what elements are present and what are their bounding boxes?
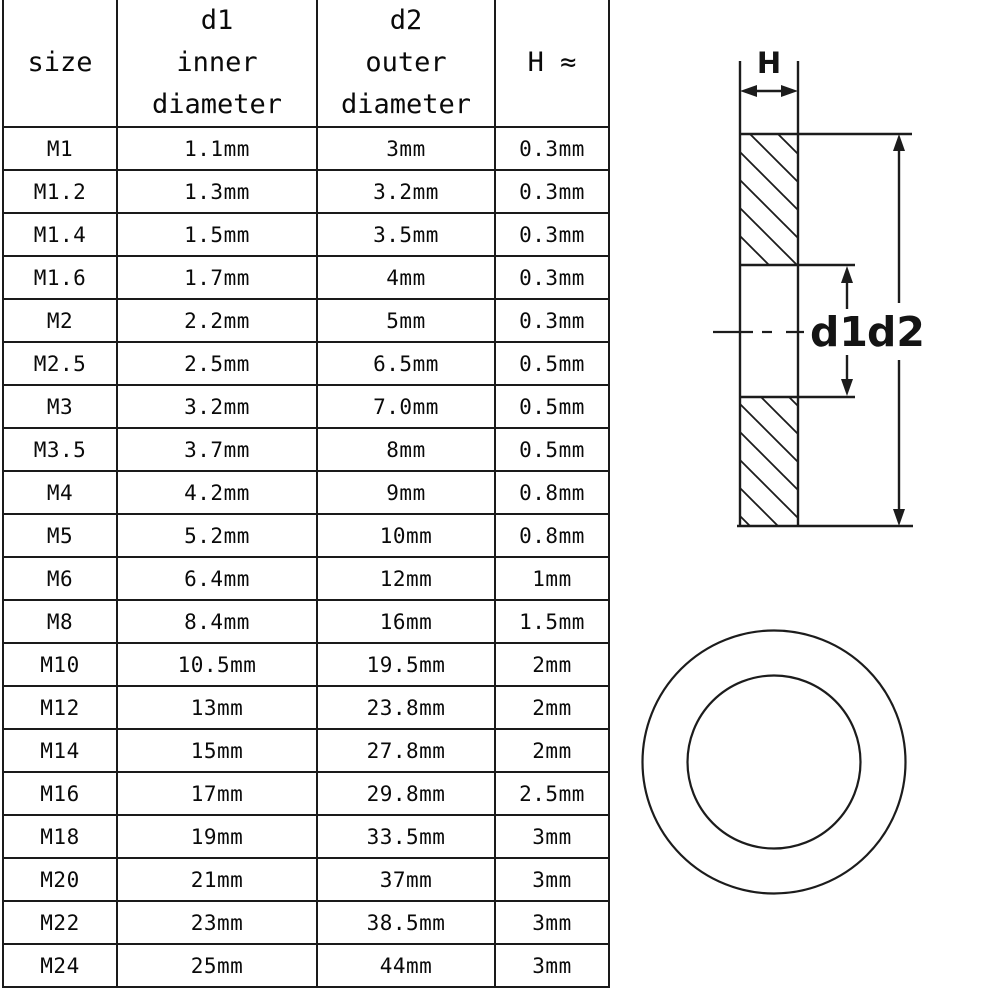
inner-circle [688, 676, 861, 849]
h-cell: 0.3mm [495, 127, 609, 170]
d2-cell: 3.5mm [317, 213, 495, 256]
d1-cell: 1.1mm [117, 127, 317, 170]
h-cell: 0.3mm [495, 299, 609, 342]
d2-cell: 3mm [317, 127, 495, 170]
outer-circle [643, 631, 906, 894]
size-cell: M1.6 [3, 256, 117, 299]
d1-cell: 15mm [117, 729, 317, 772]
h-cell: 2.5mm [495, 772, 609, 815]
h-dimension-arrow [740, 85, 798, 97]
size-cell: M16 [3, 772, 117, 815]
header-d1-line3: diameter [151, 89, 283, 120]
header-d2-line2: outer [365, 47, 447, 78]
h-cell: 0.3mm [495, 170, 609, 213]
h-cell: 3mm [495, 815, 609, 858]
h-cell: 0.8mm [495, 471, 609, 514]
d1-cell: 2.2mm [117, 299, 317, 342]
d2-cell: 44mm [317, 944, 495, 987]
d2-cell: 37mm [317, 858, 495, 901]
h-cell: 0.8mm [495, 514, 609, 557]
size-cell: M18 [3, 815, 117, 858]
size-cell: M5 [3, 514, 117, 557]
size-cell: M10 [3, 643, 117, 686]
d1-cell: 4.2mm [117, 471, 317, 514]
d2-cell: 38.5mm [317, 901, 495, 944]
d1-cell: 3.7mm [117, 428, 317, 471]
header-d1-line1: d1 [200, 5, 234, 36]
d1-cell: 5.2mm [117, 514, 317, 557]
size-cell: M8 [3, 600, 117, 643]
h-cell: 0.5mm [495, 342, 609, 385]
size-cell: M1.2 [3, 170, 117, 213]
size-cell: M24 [3, 944, 117, 987]
h-cell: 2mm [495, 686, 609, 729]
washer-side-view [713, 46, 925, 526]
size-cell: M14 [3, 729, 117, 772]
h-cell: 2mm [495, 729, 609, 772]
h-cell: 2mm [495, 643, 609, 686]
header-h-approx: H ≈ [495, 0, 609, 127]
size-cell: M2.5 [3, 342, 117, 385]
size-cell: M2 [3, 299, 117, 342]
h-cell: 3mm [495, 944, 609, 987]
h-cell: 3mm [495, 858, 609, 901]
d2-cell: 10mm [317, 514, 495, 557]
d2-cell: 33.5mm [317, 815, 495, 858]
d2-cell: 3.2mm [317, 170, 495, 213]
d2-cell: 27.8mm [317, 729, 495, 772]
washer-front-view [643, 631, 906, 894]
d1-cell: 1.7mm [117, 256, 317, 299]
d2-cell: 12mm [317, 557, 495, 600]
d2-cell: 7.0mm [317, 385, 495, 428]
d1-cell: 1.5mm [117, 213, 317, 256]
h-cell: 0.3mm [495, 213, 609, 256]
d2-cell: 5mm [317, 299, 495, 342]
d1-cell: 19mm [117, 815, 317, 858]
header-d1-line2: inner [176, 47, 258, 78]
d1-cell: 2.5mm [117, 342, 317, 385]
d2-cell: 16mm [317, 600, 495, 643]
h-dimension-label: H [756, 46, 782, 80]
size-cell: M4 [3, 471, 117, 514]
d2-dimension-label: d2 [867, 308, 925, 356]
h-cell: 1mm [495, 557, 609, 600]
d1-cell: 10.5mm [117, 643, 317, 686]
d1-cell: 3.2mm [117, 385, 317, 428]
d1-dimension-label: d1 [810, 308, 868, 356]
d2-cell: 8mm [317, 428, 495, 471]
d1-cell: 6.4mm [117, 557, 317, 600]
size-cell: M22 [3, 901, 117, 944]
d1-cell: 1.3mm [117, 170, 317, 213]
size-cell: M3 [3, 385, 117, 428]
d2-cell: 9mm [317, 471, 495, 514]
d1-cell: 25mm [117, 944, 317, 987]
cross-section-hatch-bottom [740, 397, 798, 526]
d2-cell: 4mm [317, 256, 495, 299]
header-size: size [3, 0, 117, 127]
d2-cell: 19.5mm [317, 643, 495, 686]
header-d2-line3: diameter [340, 89, 472, 120]
h-cell: 0.5mm [495, 385, 609, 428]
d2-cell: 29.8mm [317, 772, 495, 815]
d1-cell: 23mm [117, 901, 317, 944]
size-cell: M20 [3, 858, 117, 901]
d1-cell: 21mm [117, 858, 317, 901]
d2-cell: 23.8mm [317, 686, 495, 729]
d1-cell: 17mm [117, 772, 317, 815]
size-cell: M12 [3, 686, 117, 729]
h-cell: 0.3mm [495, 256, 609, 299]
size-cell: M6 [3, 557, 117, 600]
h-cell: 1.5mm [495, 600, 609, 643]
size-cell: M3.5 [3, 428, 117, 471]
d1-cell: 13mm [117, 686, 317, 729]
h-cell: 0.5mm [495, 428, 609, 471]
size-cell: M1 [3, 127, 117, 170]
h-cell: 3mm [495, 901, 609, 944]
header-d2-line1: d2 [389, 5, 423, 36]
size-cell: M1.4 [3, 213, 117, 256]
d1-cell: 8.4mm [117, 600, 317, 643]
cross-section-hatch-top [740, 134, 798, 265]
d2-cell: 6.5mm [317, 342, 495, 385]
